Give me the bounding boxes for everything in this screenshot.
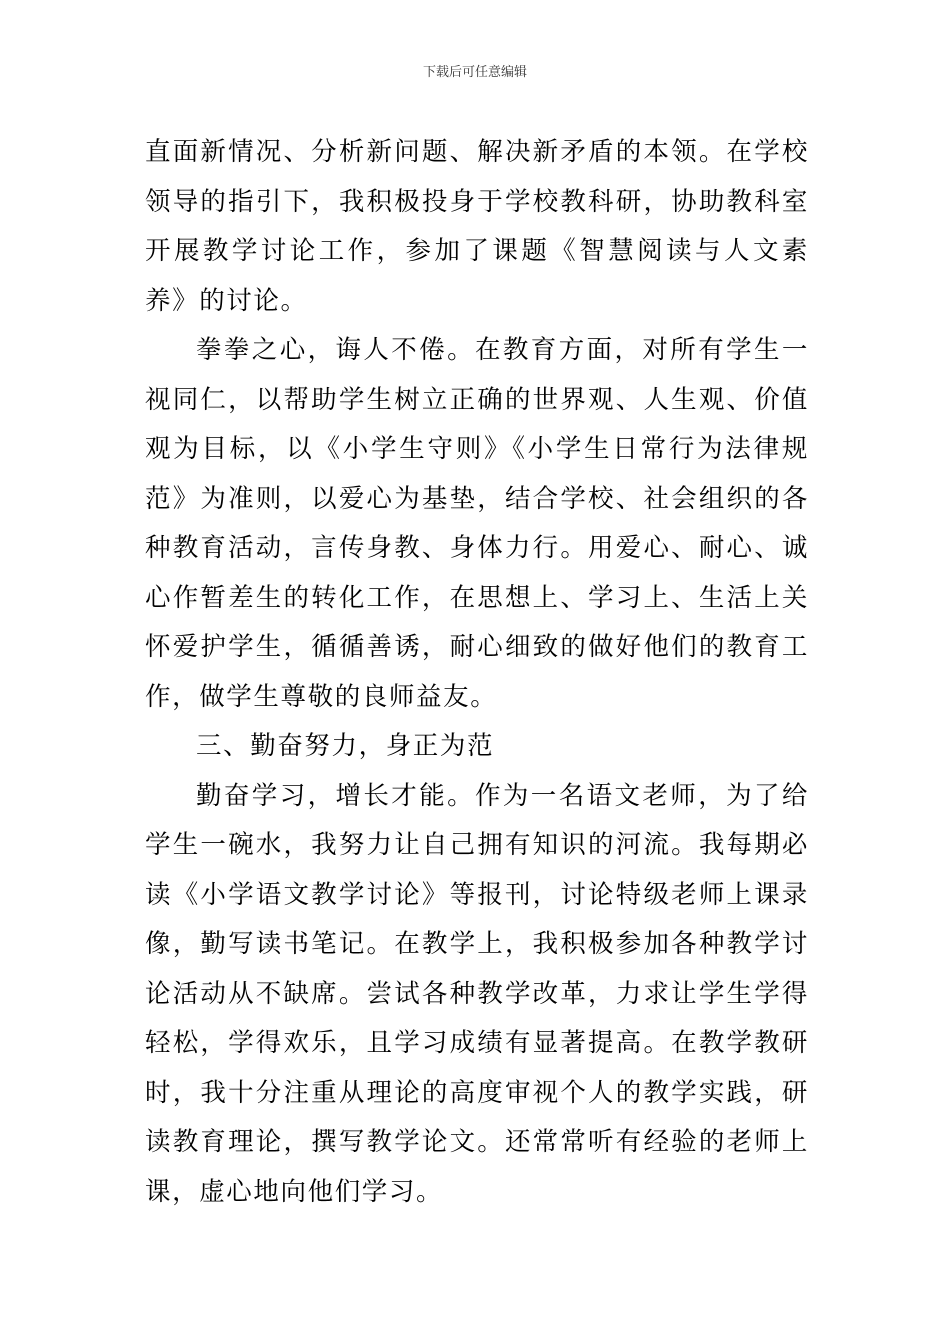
paragraph-continuation: 直面新情况、分析新问题、解决新矛盾的本领。在学校领导的指引下，我积极投身于学校教科研，协助教科室开展教学讨论工作，参加了课题《智慧阅读与人文素养》的讨论。: [145, 137, 809, 316]
section-heading: 三、勤奋努力，身正为范: [196, 731, 495, 761]
page-header: 下载后可任意编辑: [422, 65, 527, 80]
paragraph-education: 拳拳之心，诲人不倦。在教育方面，对所有学生一视同仁，以帮助学生树立正确的世界观、人生观、价值观为目标，以《小学生守则》《小学生日常行为法律规范》为准则，以爱心为基垫，结合学校、社会组织的各种教育活动，言传身教、身体力行。用爱心、耐心、诚心作暂差生的转化工作，在思想上、学习上、生活上关怀爱护学生，循循善诱，耐心细致的做好他们的教育工作，做学生尊敬的良师益友。: [145, 335, 809, 712]
paragraph-study: 勤奋学习，增长才能。作为一名语文老师，为了给学生一碗水，我努力让自己拥有知识的河流。我每期必读《小学语文教学讨论》等报刊，讨论特级老师上课录像，勤写读书笔记。在教学上，我积极参加各种教学讨论活动从不缺席。尝试各种教学改革，力求让学生学得轻松，学得欢乐，且学习成绩有显著提高。在教学教研时，我十分注重从理论的高度审视个人的教学实践，研读教育理论，撰写教学论文。还常常听有经验的老师上课，虚心地向他们学习。: [145, 780, 809, 1207]
document-body: [145, 128, 809, 1217]
